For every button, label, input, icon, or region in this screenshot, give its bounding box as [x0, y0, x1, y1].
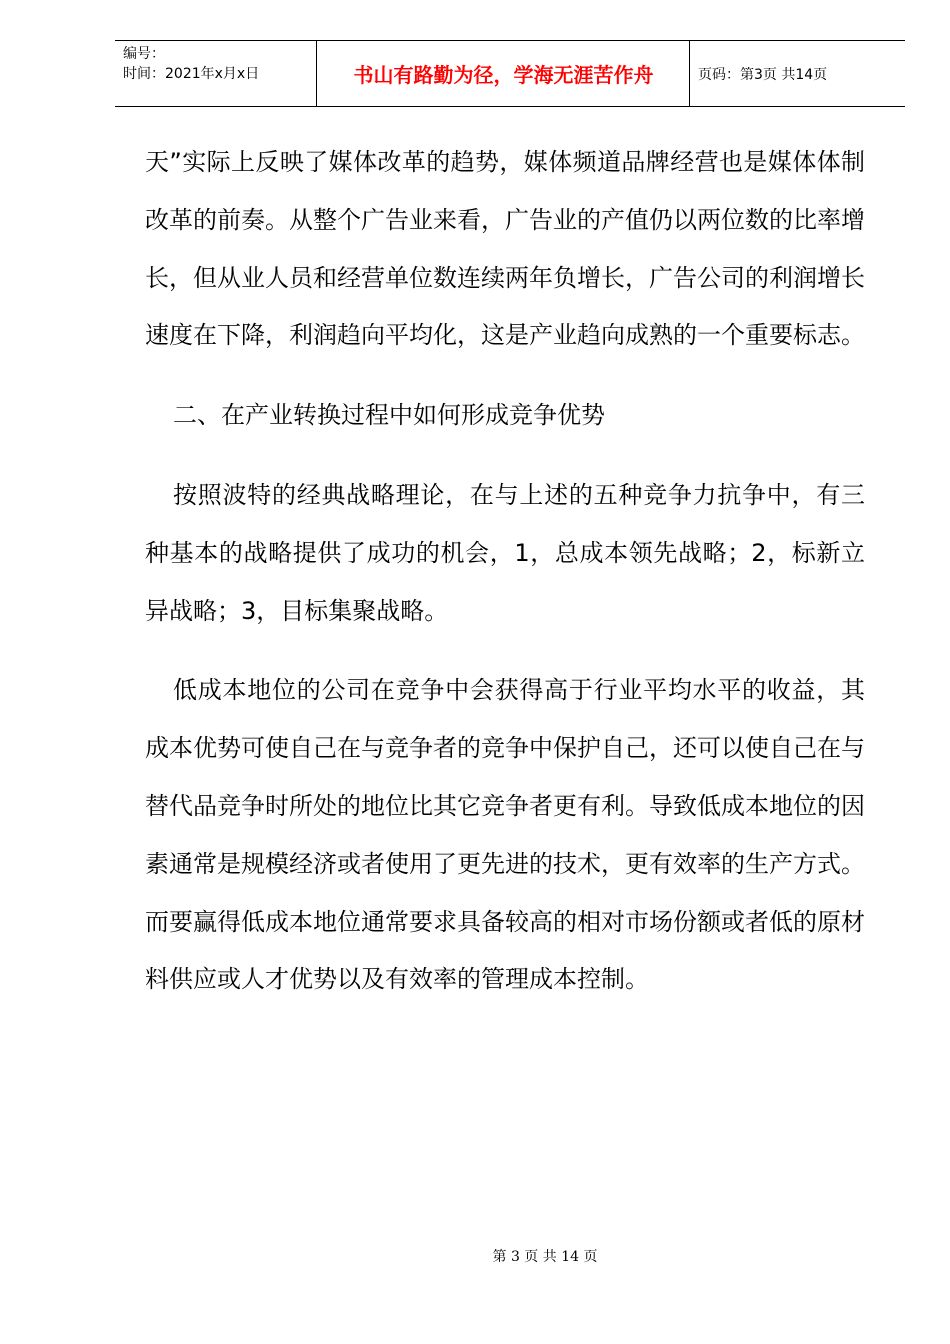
header-motto: 书山有路勤为径，学海无涯苦作舟: [353, 63, 654, 87]
document-body: [145, 134, 865, 1009]
document-time-label: 时间：2021年x月x日: [123, 66, 260, 82]
section-heading: 二、在产业转换过程中如何形成竞争优势: [173, 401, 605, 430]
body-paragraph: 低成本地位的公司在竞争中会获得高于行业平均水平的收益，其成本优势可使自己在与竞争者的竞争中保护自己，还可以使自己在与替代品竞争时所处的地位比其它竞争者更有利。导致低成本地位的因素通常是规模经济或者使用了更先进的技术，更有效率的生产方式。而要赢得低成本地位通常要求具备较高的相对市场份额或者低的原材料供应或人才优势以及有效率的管理成本控制。: [145, 676, 865, 994]
page-footer: 第 3 页 共 14 页: [492, 1249, 598, 1265]
body-paragraph: 按照波特的经典战略理论，在与上述的五种竞争力抗争中，有三种基本的战略提供了成功的机会，1，总成本领先战略；2，标新立异战略；3，目标集聚战略。: [145, 480, 865, 625]
header-divider: [689, 41, 690, 106]
header-page-info: 页码：第3页 共14页: [698, 66, 828, 83]
page-header: [115, 40, 905, 107]
document-number-label: 编号：: [123, 46, 165, 62]
body-paragraph: 天”实际上反映了媒体改革的趋势，媒体频道品牌经营也是媒体体制改革的前奏。从整个广告业来看，广告业的产值仍以两位数的比率增长，但从业人员和经营单位数连续两年负增长，广告公司的利润增长速度在下降，利润趋向平均化，这是产业趋向成熟的一个重要标志。: [145, 148, 865, 350]
header-meta: [123, 44, 259, 84]
